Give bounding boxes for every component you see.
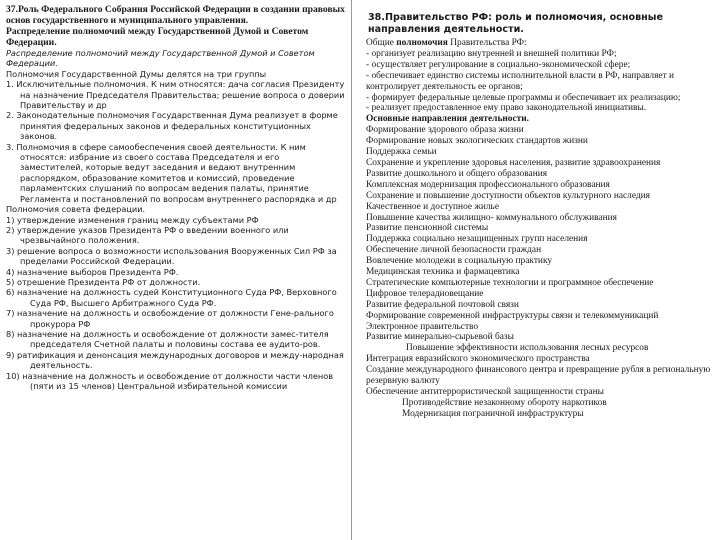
direction-item: Цифровое телерадиовещание	[366, 288, 484, 299]
direction-item: Медицинская техника и фармацевтика	[366, 267, 520, 278]
direction-item: Поддержка социально незащищенных групп населения	[366, 234, 588, 245]
list-item: 9) ратификация и денонсация международных договоров и между-народная деятельность.	[6, 349, 344, 371]
heading-37-italic: Распределение полномочий между Государственной Думой и Советом Федерации.	[6, 48, 315, 69]
list-item: 1) утверждение изменения границ между субъектами РФ	[6, 214, 259, 225]
direction-item: Создание международного финансового центра и превращение рубля в региональную резервную валюту	[366, 365, 711, 387]
power-item: - формирует федеральные целевые программы и обеспечивает их реализацию;	[366, 92, 681, 103]
direction-item: Электронное правительство	[366, 321, 479, 332]
direction-item: Сохранение и повышение доступности объектов культурного наследия	[366, 190, 650, 201]
direction-item-indented: Противодействие незаконному обороту наркотиков	[402, 397, 607, 408]
direction-item: Качественное и доступное жилье	[366, 201, 499, 212]
general-suffix: Правительства РФ:	[447, 38, 527, 48]
paragraph: 2. Законодательные полномочия Государственная Дума реализует в форме принятия федеральных законов и федеральных конституционных законов.	[6, 110, 338, 142]
direction-item: Формирование новых экологических стандартов жизни	[366, 136, 588, 147]
paragraph: 3. Полномочия в сфере самообеспечения своей деятельности. К ним относятся: избрание из своего состава Председателя и его заместителей, которые ведут заседания и ведают внутренним распорядком, образование комитетов и комиссий, проведение парламентских слушаний по вопросам ведения палаты, принятие Регламента и постановлений по вопросам внутреннего распорядка и др	[6, 141, 337, 204]
list-item: 2) утверждение указов Президента РФ о введении военного или чрезвычайного положения.	[6, 224, 289, 246]
direction-item-indented: Повышение эффективности использования лесных ресурсов	[406, 343, 649, 354]
direction-item: Обеспечение личной безопасности граждан	[366, 245, 542, 256]
general-prefix: Общие	[366, 38, 397, 48]
direction-item: Обеспечение антитеррористической защищенности страны	[366, 387, 604, 397]
direction-item: Сохранение и укрепление здоровья населения, развитие здравоохранения	[366, 157, 661, 168]
list-item: 6) назначение на должность судей Конституционного Суда РФ, Верховного Суда РФ, Высшего Арбитражного Суда РФ.	[6, 287, 337, 308]
heading-37: 37.Роль Федерального Собрания Российской Федерации в создании правовых основ государственного и муниципального управления.	[6, 4, 345, 26]
direction-item: Стратегические компьютерные технологии и программное обеспечение	[366, 277, 654, 288]
power-item: - реализует предоставленное ему право законодательной инициативы.	[366, 103, 647, 114]
paragraph: Полномочия Государственной Думы делятся на три группы	[6, 68, 267, 79]
heading-38: 38.Правительство РФ: роль и полномочия, основные направления деятельности.	[368, 12, 663, 35]
list-item: 8) назначение на должность и освобождение от должности замес-тителя председателя Счетной палаты и половины состава ее аудито-ров.	[6, 328, 329, 350]
general-powers-heading	[366, 38, 718, 49]
direction-item: Вовлечение молодежи в социальную практику	[366, 256, 553, 267]
heading-37-sub: Распределение полномочий между Государственной Думой и Советом Федерации.	[6, 26, 309, 48]
left-column	[0, 0, 352, 540]
direction-item: Развитие федеральной почтовой связи	[366, 299, 519, 310]
paragraph: 1. Исключительные полномочия. К ним относятся: дача согласия Президенту на назначение Председателя Правительства; решение вопроса о доверии Правительству и др	[6, 79, 345, 111]
list-item: 3) решение вопроса о возможности использования Вооруженных Сил РФ за пределами Российской Федерации.	[6, 245, 337, 267]
general-bold: полномочия	[396, 38, 448, 48]
power-item: - обеспечивает единство системы исполнительной власти в РФ, направляет и контролирует деятельность ее органов;	[366, 70, 675, 92]
direction-item-indented: Модернизация пограничной инфраструктуры	[402, 408, 584, 419]
direction-item: Интеграция евразийского экономического пространства	[366, 354, 590, 365]
direction-item: Развитие дошкольного и общего образования	[366, 168, 548, 179]
direction-item: Развитие пенсионной системы	[366, 223, 489, 234]
right-column	[360, 0, 720, 540]
power-item: - осуществляет регулирование в социально-экономической сфере;	[366, 59, 631, 70]
direction-item: Поддержка семьи	[366, 147, 437, 158]
direction-item: Развитие минерально-сырьевой базы	[366, 332, 514, 343]
direction-item: Повышение качества жилищно- коммунального обслуживания	[366, 212, 617, 223]
paragraph: Полномочия совета федерации.	[6, 204, 146, 215]
direction-item: Формирование здорового образа жизни	[366, 125, 524, 136]
list-item: 4) назначение выборов Президента РФ.	[6, 266, 179, 277]
list-item: 7) назначение на должность и освобождение от должности Гене-рального прокурора РФ	[6, 308, 334, 329]
list-item: 5) отрешение Президента РФ от должности.	[6, 276, 201, 287]
list-item: 10) назначение на должность и освобождение от должности части членов (пяти из 15 членов) Центральной избирательной комиссии	[6, 370, 334, 391]
power-item: - организует реализацию внутренней и внешней политики РФ;	[366, 48, 617, 59]
direction-item: Формирование современной инфраструктуры связи и телекоммуникаций	[366, 310, 659, 321]
direction-item: Комплексная модернизация профессионального образования	[366, 179, 610, 190]
directions-heading: Основные направления деятельности.	[366, 114, 530, 125]
